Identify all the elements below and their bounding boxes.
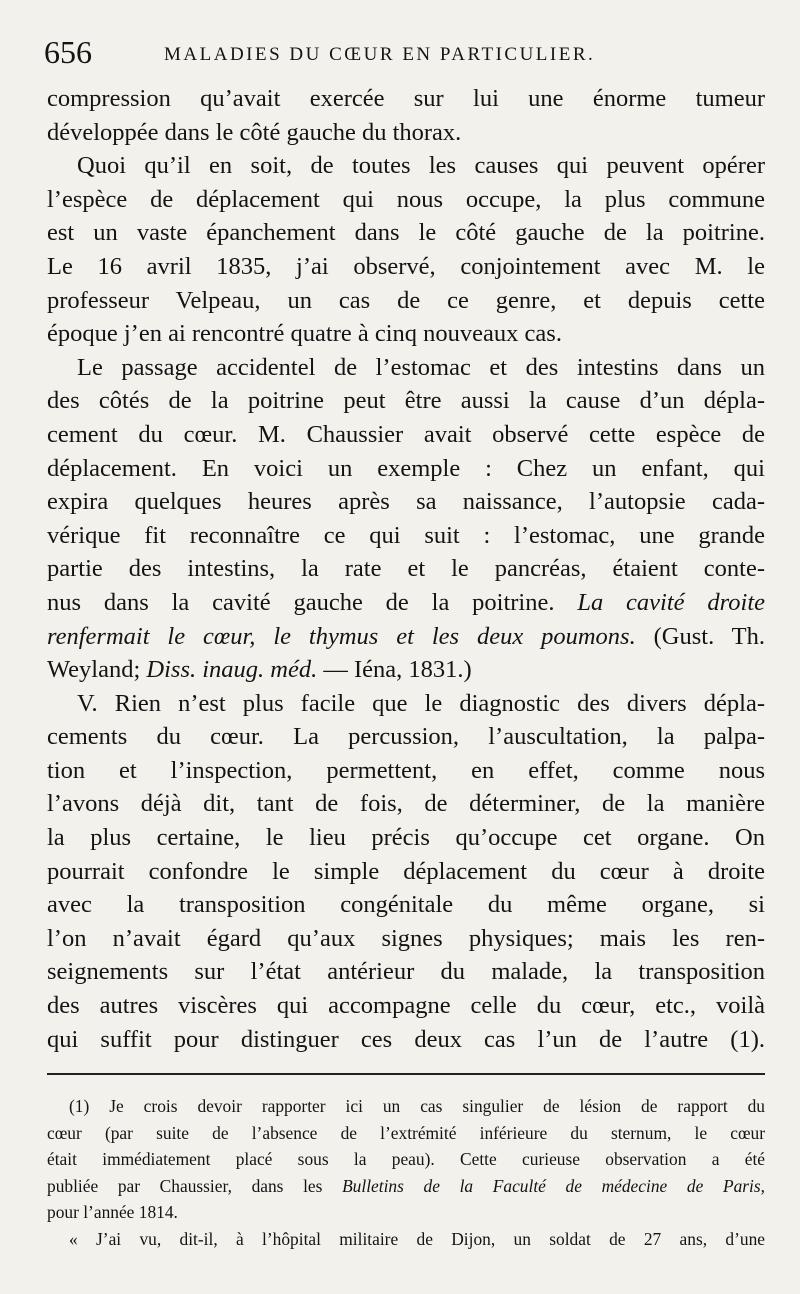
text-line: [47, 586, 765, 620]
text-line: avec la transposition congénitale du même organe, si: [47, 891, 765, 919]
text-line: des côtés de la poitrine peut être aussi la cause d’un dépla-: [47, 387, 765, 415]
text-line: développée dans le côté gauche du thorax.: [47, 118, 462, 146]
italic-run: La cavité droite: [577, 588, 765, 616]
text-line: qui suffit pour distinguer ces deux cas l’un de l’autre (1).: [47, 1025, 765, 1053]
text-line: tion et l’inspection, permettent, en effet, comme nous: [47, 756, 765, 784]
text-line: l’espèce de déplacement qui nous occupe, la plus commune: [47, 185, 765, 213]
text-line: Le passage accidentel de l’estomac et des intestins dans un: [77, 353, 765, 381]
italic-run: Diss. inaug. méd.: [146, 656, 318, 684]
footnote-line: (1) Je crois devoir rapporter ici un cas singulier de lésion de rapport du: [69, 1096, 765, 1116]
text-line: seignements sur l’état antérieur du malade, la transposition: [47, 958, 765, 986]
main-text: [47, 82, 765, 1056]
text-run: nus dans la cavité gauche de la poitrine.: [47, 588, 578, 616]
footnote-divider: [47, 1073, 765, 1075]
footnote-line: était immédiatement placé sous la peau). Cette curieuse observation a été: [47, 1149, 765, 1169]
footnote-line: pour l’année 1814.: [47, 1202, 178, 1222]
text-line: cement du cœur. M. Chaussier avait observé cette espèce de: [47, 420, 765, 448]
text-run: (Gust. Th.: [635, 622, 766, 650]
text-line: pourrait confondre le simple déplacement du cœur à droite: [47, 857, 765, 885]
text-line: la plus certaine, le lieu précis qu’occupe cet organe. On: [47, 824, 765, 852]
text-line: déplacement. En voici un exemple : Chez un enfant, qui: [47, 454, 765, 482]
text-line: l’on n’avait égard qu’aux signes physiques; mais les ren-: [47, 924, 765, 952]
text-line: cements du cœur. La percussion, l’auscultation, la palpa-: [47, 723, 765, 751]
text-run: publiée par Chaussier, dans les: [47, 1175, 343, 1196]
page-number: 656: [44, 34, 92, 70]
footnote-line: [47, 1173, 765, 1200]
text-line: expira quelques heures après sa naissance, l’autopsie cada-: [47, 488, 765, 516]
text-run: Weyland;: [47, 656, 147, 684]
text-line: [47, 653, 765, 687]
text-line: Le 16 avril 1835, j’ai observé, conjointement avec M. le: [47, 252, 765, 280]
footnote-line: cœur (par suite de l’absence de l’extrémité inférieure du sternum, le cœur: [47, 1122, 765, 1143]
text-line: partie des intestins, la rate et le pancréas, étaient conte-: [47, 555, 765, 583]
text-line: Quoi qu’il en soit, de toutes les causes qui peuvent opérer: [77, 152, 765, 180]
page-header: [44, 34, 764, 78]
text-line: V. Rien n’est plus facile que le diagnostic des divers dépla-: [77, 689, 765, 717]
text-line: [47, 620, 765, 654]
running-head: MALADIES DU CŒUR EN PARTICULIER.: [164, 44, 596, 65]
text-line: vérique fit reconnaître ce qui suit : l’estomac, une grande: [47, 521, 765, 549]
italic-run: renfermait le cœur, le thymus et les deux poumons.: [47, 622, 636, 650]
footnote: [47, 1093, 765, 1252]
text-line: compression qu’avait exercée sur lui une énorme tumeur: [47, 85, 765, 112]
text-line: des autres viscères qui accompagne celle du cœur, etc., voilà: [47, 992, 765, 1020]
text-line: l’avons déjà dit, tant de fois, de déterminer, de la manière: [47, 790, 765, 818]
italic-run: Bulletins de la Faculté de médecine de Paris,: [342, 1175, 765, 1196]
text-run: — Iéna, 1831.): [317, 656, 472, 684]
text-line: professeur Velpeau, un cas de ce genre, et depuis cette: [47, 286, 765, 314]
text-line: époque j’en ai rencontré quatre à cinq nouveaux cas.: [47, 320, 562, 348]
footnote-line: « J’ai vu, dit-il, à l’hôpital militaire de Dijon, un soldat de 27 ans, d’une: [69, 1228, 765, 1249]
text-line: est un vaste épanchement dans le côté gauche de la poitrine.: [47, 219, 765, 247]
